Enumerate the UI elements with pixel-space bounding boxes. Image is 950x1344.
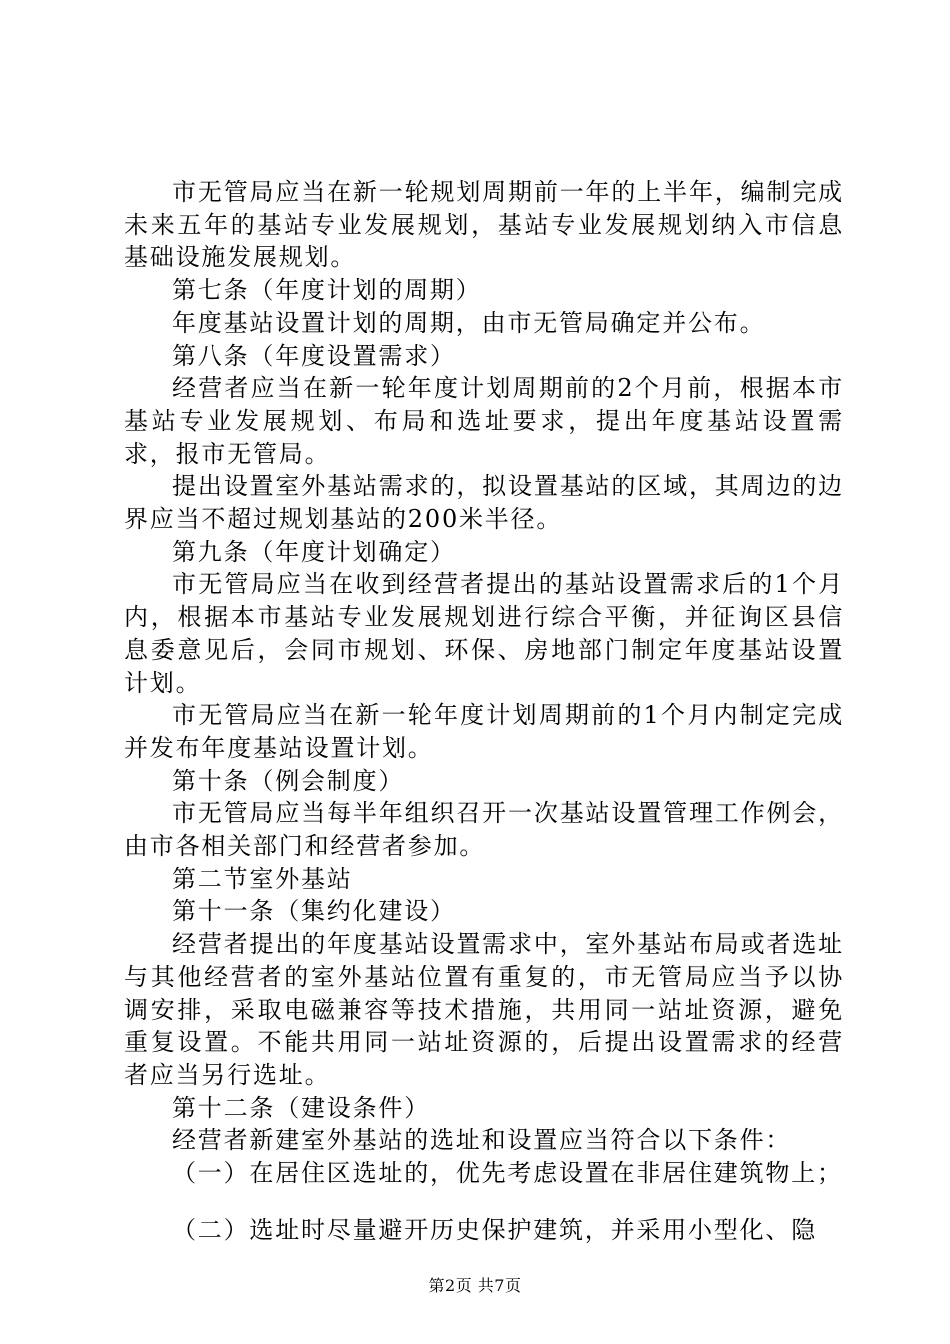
list-item: （一）在居住区选址的，优先考虑设置在非居住建筑物上；	[172, 1159, 843, 1188]
page-footer: 第2页 共7页	[428, 1276, 522, 1295]
paragraph: 市无管局应当在收到经营者提出的基站设置需求后的1个月内，根据本市基站专业发展规划进行综合平衡，并征询区县信息委意见后，会同市规划、环保、房地部门制定年度基站设置计划。	[124, 570, 844, 697]
article-heading: 第八条（年度设置需求）	[172, 341, 456, 370]
list-item: （二）选址时尽量避开历史保护建筑，并采用小型化、隐	[172, 1215, 817, 1244]
paragraph: 市无管局应当在新一轮年度计划周期前的1个月内制定完成并发布年度基站设置计划。	[124, 701, 844, 762]
paragraph-gap	[124, 1190, 844, 1214]
article-heading: 第十条（例会制度）	[172, 766, 405, 795]
paragraph: 经营者应当在新一轮年度计划周期前的2个月前，根据本市基站专业发展规划、布局和选址要求，提出年度基站设置需求，报市无管局。	[124, 374, 844, 468]
article-heading: 第十二条（建设条件）	[172, 1093, 430, 1122]
paragraph: 经营者新建室外基站的选址和设置应当符合以下条件：	[172, 1126, 792, 1155]
paragraph: 市无管局应当在新一轮规划周期前一年的上半年，编制完成未来五年的基站专业发展规划，基站专业发展规划纳入市信息基础设施发展规划。	[124, 178, 844, 272]
paragraph: 年度基站设置计划的周期，由市无管局确定并公布。	[172, 308, 766, 337]
article-heading: 第十一条（集约化建设）	[172, 897, 456, 926]
document-body	[124, 176, 844, 1247]
section-heading: 第二节室外基站	[172, 864, 353, 893]
article-heading: 第七条（年度计划的周期）	[172, 276, 482, 305]
article-heading: 第九条（年度计划确定）	[172, 537, 456, 566]
paragraph: 市无管局应当每半年组织召开一次基站设置管理工作例会，由市各相关部门和经营者参加。	[124, 799, 844, 861]
paragraph: 经营者提出的年度基站设置需求中，室外基站布局或者选址与其他经营者的室外基站位置有重复的，市无管局应当予以协调安排，采取电磁兼容等技术措施，共用同一站址资源，避免重复设置。不能共用同一站址资源的，后提出设置需求的经营者应当另行选址。	[124, 930, 844, 1089]
paragraph: 提出设置室外基站需求的，拟设置基站的区域，其周边的边界应当不超过规划基站的200米半径。	[124, 472, 844, 534]
